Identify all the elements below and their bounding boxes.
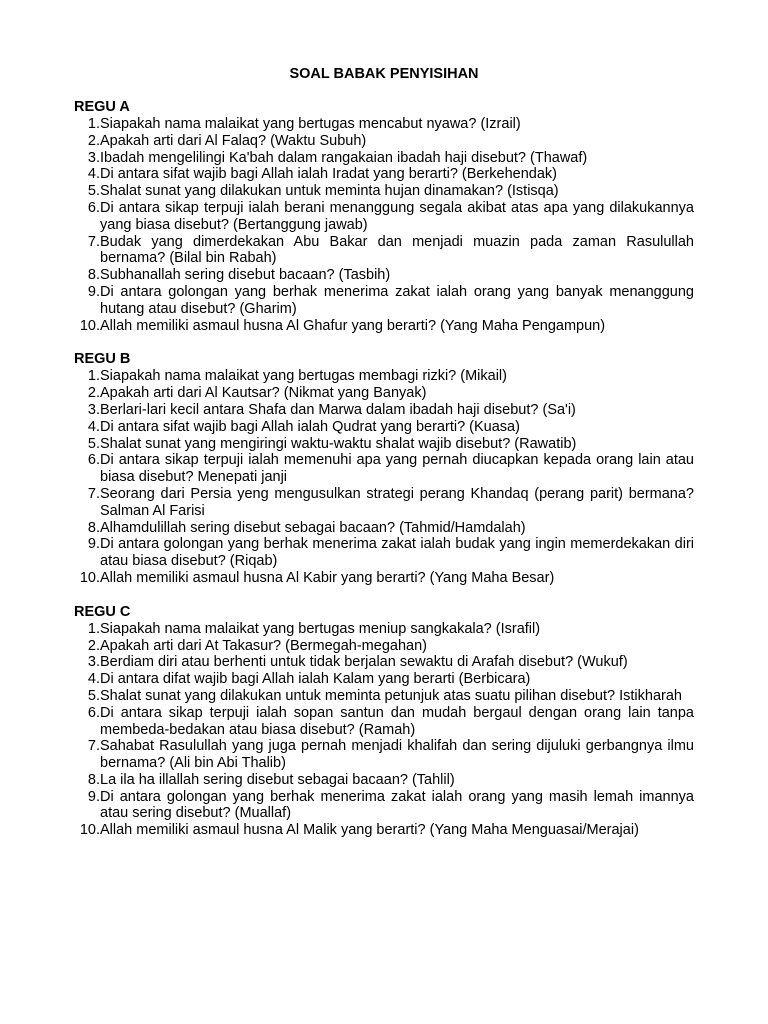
question-item	[74, 385, 694, 402]
question-text: Berdiam diri atau berhenti untuk tidak berjalan sewaktu di Arafah disebut? (Wukuf)	[100, 654, 628, 671]
question-item	[74, 402, 694, 419]
question-item	[74, 654, 694, 671]
question-text: Sahabat Rasulullah yang juga pernah menjadi khalifah dan sering dijuluki gerbangnya ilmu bernama? (Ali bin Abi Thalib)	[100, 738, 694, 772]
question-number: 8.	[87, 771, 100, 788]
question-text: La ila ha illallah sering disebut sebagai bacaan? (Tahlil)	[100, 771, 455, 788]
question-text: Seorang dari Persia yeng mengusulkan strategi perang Khandaq (perang parit) bermana? Salman Al Farisi	[100, 485, 694, 519]
question-number: 2.	[87, 385, 100, 402]
question-text: Allah memiliki asmaul husna Al Kabir yang berarti? (Yang Maha Besar)	[100, 569, 555, 586]
question-item	[74, 638, 694, 655]
question-text: Di antara sifat wajib bagi Allah ialah Qudrat yang berarti? (Kuasa)	[100, 418, 520, 435]
question-number: 1.	[87, 620, 100, 637]
question-number: 7.	[87, 485, 100, 502]
question-number: 5.	[87, 183, 100, 200]
section-regu-b	[74, 351, 694, 586]
question-item	[74, 705, 694, 739]
question-number: 8.	[87, 519, 100, 536]
question-text: Shalat sunat yang dilakukan untuk meminta petunjuk atas suatu pilihan disebut? Istikharah	[100, 687, 682, 704]
question-text: Di antara sikap terpuji ialah sopan santun dan mudah bergaul dengan orang lain tanpa membeda-bedakan atau biasa disebut? (Ramah)	[100, 704, 694, 738]
question-list	[74, 116, 694, 334]
question-number: 3.	[87, 401, 100, 418]
question-number: 4.	[87, 671, 100, 688]
question-item	[74, 133, 694, 150]
question-number: 8.	[87, 267, 100, 284]
question-number: 6.	[87, 199, 100, 216]
question-text: Allah memiliki asmaul husna Al Malik yang berarti? (Yang Maha Menguasai/Merajai)	[100, 822, 639, 839]
question-number: 6.	[87, 704, 100, 721]
question-item	[74, 536, 694, 570]
section-regu-a	[74, 99, 694, 334]
question-item	[74, 267, 694, 284]
question-item	[74, 166, 694, 183]
question-text: Siapakah nama malaikat yang bertugas meniup sangkakala? (Israfil)	[100, 620, 541, 637]
question-item	[74, 284, 694, 318]
question-text: Di antara sikap terpuji ialah berani menanggung segala akibat atas apa yang dilakukannya yang biasa disebut? (Bertanggung jawab)	[100, 199, 694, 233]
question-number: 9.	[87, 536, 100, 553]
question-item	[74, 436, 694, 453]
question-item	[74, 772, 694, 789]
question-text: Allah memiliki asmaul husna Al Ghafur yang berarti? (Yang Maha Pengampun)	[100, 317, 606, 334]
question-text: Apakah arti dari At Takasur? (Bermegah-megahan)	[100, 637, 427, 654]
question-item	[74, 150, 694, 167]
question-list	[74, 621, 694, 839]
question-list	[74, 368, 694, 586]
question-number: 1.	[87, 368, 100, 385]
question-number: 2.	[87, 132, 100, 149]
section-heading: REGU B	[74, 351, 131, 368]
question-item	[74, 822, 694, 839]
question-text: Ibadah mengelilingi Ka'bah dalam rangakaian ibadah haji disebut? (Thawaf)	[100, 149, 588, 166]
question-item	[74, 419, 694, 436]
question-text: Di antara difat wajib bagi Allah ialah Kalam yang berarti (Berbicara)	[100, 671, 531, 688]
question-number: 2.	[87, 637, 100, 654]
question-text: Siapakah nama malaikat yang bertugas mencabut nyawa? (Izrail)	[100, 116, 521, 132]
question-text: Di antara golongan yang berhak menerima zakat ialah orang yang masih lemah imannya atau sering disebut? (Muallaf)	[100, 788, 694, 822]
question-text: Apakah arti dari Al Kautsar? (Nikmat yang Banyak)	[100, 385, 427, 402]
document-title: SOAL BABAK PENYISIHAN	[289, 66, 479, 82]
question-item	[74, 368, 694, 385]
question-item	[74, 183, 694, 200]
question-item	[74, 789, 694, 823]
question-text: Berlari-lari kecil antara Shafa dan Marwa dalam ibadah haji disebut? (Sa'i)	[100, 401, 576, 418]
question-item	[74, 486, 694, 520]
question-item	[74, 688, 694, 705]
question-text: Subhanallah sering disebut bacaan? (Tasbih)	[100, 267, 391, 284]
question-text: Di antara golongan yang berhak menerima zakat ialah orang yang banyak menanggung hutang atau disebut? (Gharim)	[100, 283, 694, 317]
question-text: Di antara sikap terpuji ialah memenuhi apa yang pernah diucapkan kepada orang lain atau biasa disebut? Menepati janji	[100, 452, 694, 486]
question-text: Shalat sunat yang dilakukan untuk meminta hujan dinamakan? (Istisqa)	[100, 183, 559, 200]
question-number: 7.	[87, 233, 100, 250]
section-heading: REGU A	[74, 99, 130, 115]
question-number: 5.	[87, 687, 100, 704]
question-number: 10.	[79, 317, 100, 334]
section-regu-c	[74, 604, 694, 839]
question-text: Shalat sunat yang mengiringi waktu-waktu shalat wajib disebut? (Rawatib)	[100, 435, 577, 452]
question-item	[74, 200, 694, 234]
question-number: 10.	[79, 822, 100, 839]
question-item	[74, 621, 694, 638]
question-text: Siapakah nama malaikat yang bertugas membagi rizki? (Mikail)	[100, 368, 507, 385]
question-number: 4.	[87, 418, 100, 435]
section-heading: REGU C	[74, 603, 131, 620]
question-item	[74, 738, 694, 772]
question-item	[74, 570, 694, 587]
question-item	[74, 318, 694, 335]
question-text: Di antara golongan yang berhak menerima zakat ialah budak yang ingin memerdekakan diri atau biasa disebut? (Riqab)	[100, 536, 694, 570]
question-number: 10.	[79, 569, 100, 586]
question-number: 5.	[87, 435, 100, 452]
question-number: 6.	[87, 452, 100, 469]
question-number: 1.	[87, 116, 100, 132]
question-text: Budak yang dimerdekakan Abu Bakar dan menjadi muazin pada zaman Rasulullah bernama? (Bilal bin Rabah)	[100, 233, 694, 267]
question-item	[74, 116, 694, 133]
question-item	[74, 520, 694, 537]
question-number: 7.	[87, 738, 100, 755]
question-text: Di antara sifat wajib bagi Allah ialah Iradat yang berarti? (Berkehendak)	[100, 166, 558, 183]
question-number: 3.	[87, 654, 100, 671]
question-text: Apakah arti dari Al Falaq? (Waktu Subuh)	[100, 132, 367, 149]
question-number: 3.	[87, 149, 100, 166]
question-item	[74, 671, 694, 688]
question-number: 4.	[87, 166, 100, 183]
question-item	[74, 452, 694, 486]
question-text: Alhamdulillah sering disebut sebagai bacaan? (Tahmid/Hamdalah)	[100, 519, 526, 536]
sections-container	[74, 99, 694, 839]
question-number: 9.	[87, 283, 100, 300]
question-number: 9.	[87, 788, 100, 805]
question-item	[74, 234, 694, 268]
